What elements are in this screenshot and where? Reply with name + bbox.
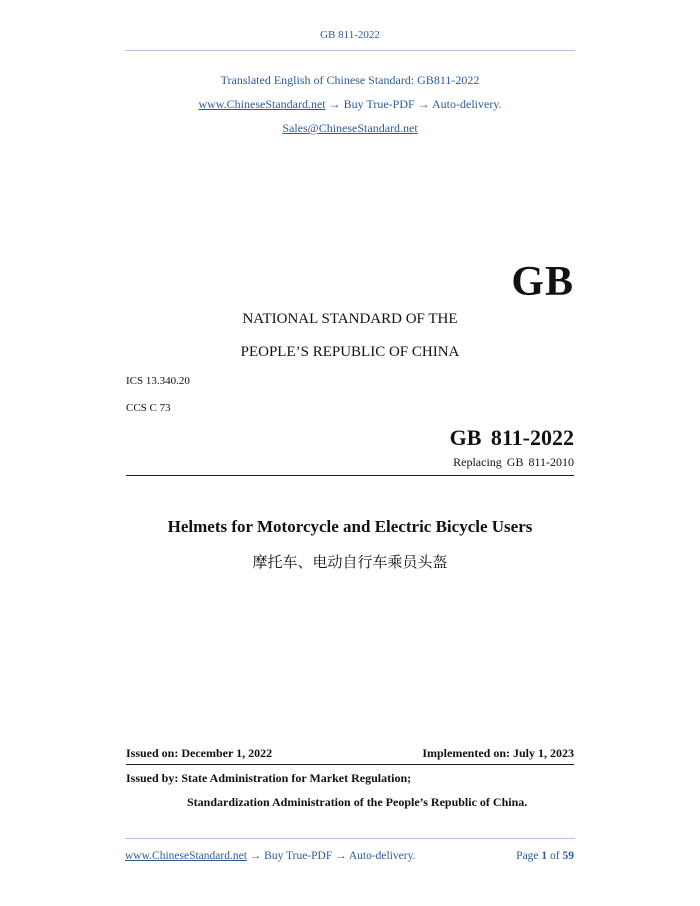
issued-on-date: Issued on: December 1, 2022 [126, 746, 273, 760]
footer-website-link[interactable]: www.ChineseStandard.net [125, 850, 247, 862]
issue-divider [126, 764, 574, 765]
national-standard-line2: PEOPLE’S REPUBLIC OF CHINA [240, 344, 460, 360]
footer-promo [125, 850, 415, 862]
footer-divider [125, 838, 575, 839]
ics-code: ICS 13.340.20 [126, 375, 190, 387]
title-divider [126, 475, 574, 476]
header-divider [125, 50, 575, 51]
promo-text: → Buy True-PDF → Auto-delivery. [325, 97, 502, 111]
standard-number: GB 811-2022 [449, 425, 574, 450]
translation-note: Translated English of Chinese Standard: GB811-2022 [220, 73, 480, 87]
implemented-on-date: Implemented on: July 1, 2023 [422, 746, 574, 760]
page-current: 1 [541, 850, 548, 862]
issued-by-line2: Standardization Administration of the People’s Republic of China. [187, 795, 528, 809]
gb-mark: GB [511, 259, 574, 305]
promo-line [0, 97, 700, 112]
page-total: 59 [562, 850, 574, 862]
website-link[interactable]: www.ChineseStandard.net [198, 97, 326, 111]
email-line [0, 121, 700, 136]
footer-promo-text: → Buy True-PDF → Auto-delivery. [246, 850, 416, 862]
national-standard-line1: NATIONAL STANDARD OF THE [242, 311, 458, 327]
sales-email-link[interactable]: Sales@ChineseStandard.net [282, 121, 418, 135]
replacing-note: Replacing GB 811-2010 [453, 455, 574, 469]
page-indicator [516, 850, 574, 862]
document-title-zh: 摩托车、电动自行车乘员头盔 [252, 553, 448, 571]
running-header: GB 811-2022 [320, 29, 380, 41]
page-of: of [550, 850, 560, 862]
issued-by-line1: Issued by: State Administration for Market Regulation; [126, 771, 412, 785]
document-title-en: Helmets for Motorcycle and Electric Bicycle Users [167, 517, 533, 536]
page-label: Page [516, 850, 539, 862]
ccs-code: CCS C 73 [126, 402, 171, 414]
